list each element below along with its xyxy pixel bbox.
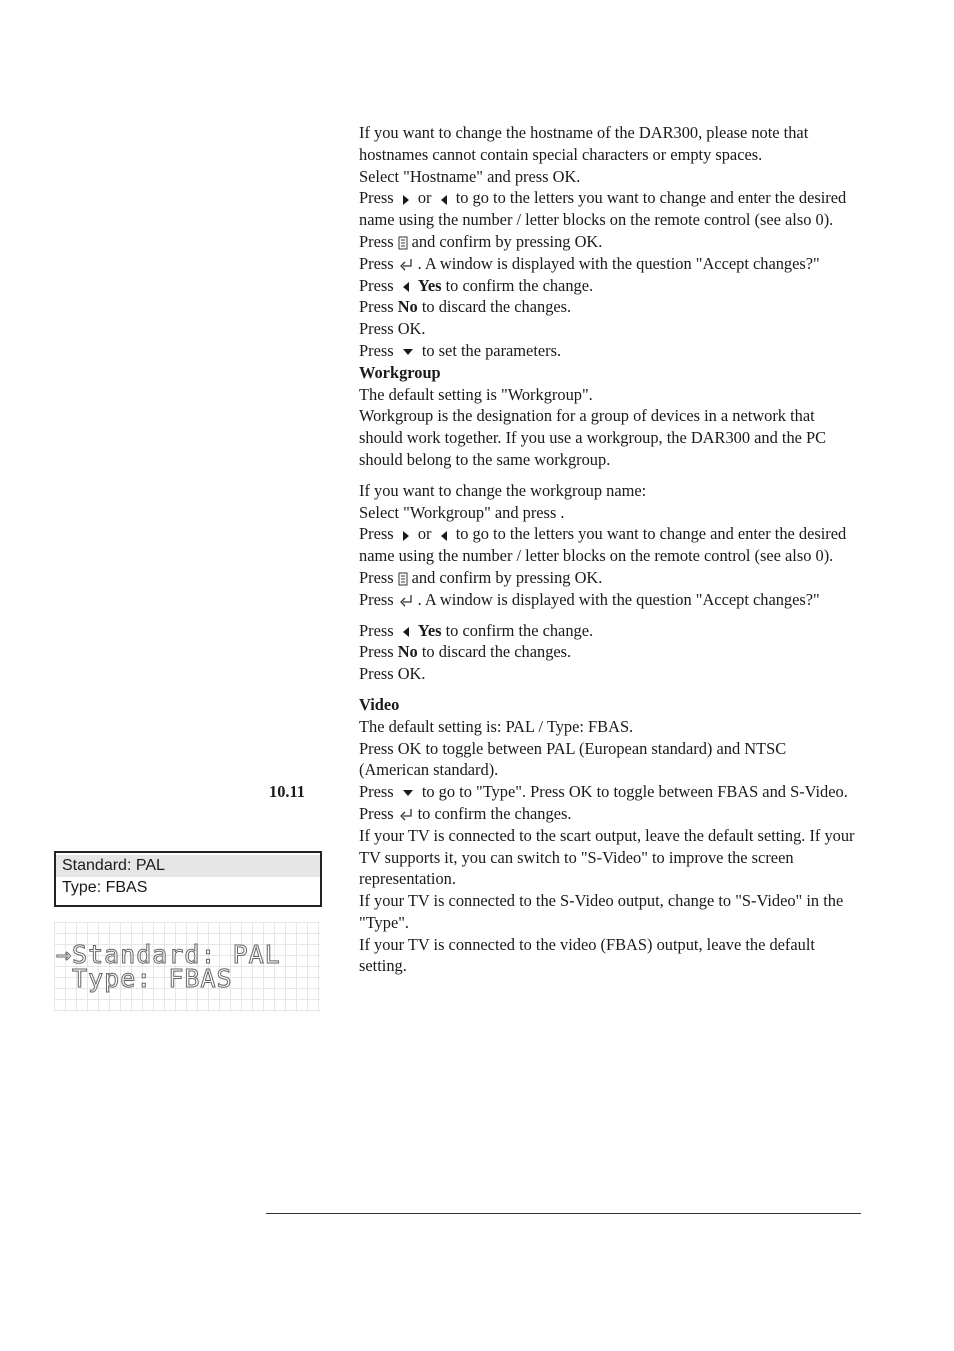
video-scart: If your TV is connected to the scart output, leave the default setting. If your TV supports it, you can switch to "S-Video" to improve the screen representation. (359, 825, 855, 889)
workgroup-heading: Workgroup (359, 362, 441, 382)
video-fbas: If your TV is connected to the video (FBAS) output, leave the default setting. (359, 934, 815, 976)
arrow-down-icon (402, 348, 414, 356)
arrow-left-icon (440, 194, 448, 206)
return-icon (398, 257, 414, 273)
workgroup-desc: Workgroup is the designation for a group of devices in a network that should work together. If you use a workgroup, the DAR300 and the PC should belong to the same workgroup. (359, 406, 827, 469)
hostname-section (359, 122, 859, 977)
arrow-down-icon (402, 789, 414, 797)
arrow-right-icon (402, 530, 410, 542)
video-type-step: Press to go to "Type". Press OK to toggle between FBAS and S-Video. (359, 782, 848, 802)
workgroup-menu-step: Press and confirm by pressing OK. (359, 567, 603, 587)
arrow-right-icon (402, 194, 410, 206)
workgroup-no-step: Press No to discard the changes. (359, 642, 572, 662)
video-svideo: If your TV is connected to the S-Video output, change to "S-Video" in the "Type". (359, 891, 844, 932)
workgroup-default: The default setting is "Workgroup". (359, 384, 593, 404)
menu-icon (398, 572, 408, 586)
workgroup-yes-step: Press Yes to confirm the change. (359, 620, 594, 640)
hostname-yes-step: Press Yes to confirm the change. (359, 275, 594, 295)
hostname-ok-step: Press OK. (359, 319, 426, 339)
hostname-accept-step: Press . A window is displayed with the question "Accept changes?" (359, 253, 820, 273)
workgroup-select: Select "Workgroup" and press . (359, 502, 565, 522)
workgroup-intro: If you want to change the workgroup name: (359, 480, 647, 500)
hostname-nav-step: Press or to go to the letters you want to change and enter the desired name using the number / letter blocks on the remote control (see also 0). (359, 188, 847, 230)
hostname-no-step: Press No to discard the changes. (359, 297, 572, 317)
video-menu-screen (54, 851, 322, 907)
menu-icon (398, 236, 408, 250)
lcd-display (54, 922, 320, 1012)
video-default: The default setting is: PAL / Type: FBAS. (359, 716, 634, 736)
video-heading: Video (359, 694, 400, 714)
section-number: 10.11 (269, 782, 305, 801)
menu-row-standard: Standard: PAL (56, 855, 320, 877)
lcd-line-type: Type: FBAS (56, 964, 233, 993)
workgroup-nav-step: Press or to go to the letters you want to change and enter the desired name using the number / letter blocks on the remote control (see also 0). (359, 524, 847, 566)
video-toggle: Press OK to toggle between PAL (European standard) and NTSC (American standard). (359, 738, 787, 780)
video-confirm-step: Press to confirm the changes. (359, 803, 572, 823)
hostname-select: Select "Hostname" and press OK. (359, 166, 581, 186)
menu-row-type: Type: FBAS (62, 879, 148, 896)
footer-rule (266, 1213, 861, 1214)
hostname-down-step: Press to set the parameters. (359, 340, 562, 360)
workgroup-ok-step: Press OK. (359, 664, 426, 684)
arrow-left-icon (440, 530, 448, 542)
hostname-intro: If you want to change the hostname of the DAR300, please note that hostnames cannot contain special characters or empty spaces. (359, 123, 809, 164)
arrow-left-icon (402, 626, 410, 638)
return-icon (398, 807, 414, 823)
return-icon (398, 593, 414, 609)
arrow-left-icon (402, 281, 410, 293)
lcd-line-standard: →Standard: PAL (56, 940, 281, 969)
workgroup-accept-step: Press . A window is displayed with the question "Accept changes?" (359, 589, 820, 609)
hostname-menu-step: Press and confirm by pressing OK. (359, 231, 603, 251)
